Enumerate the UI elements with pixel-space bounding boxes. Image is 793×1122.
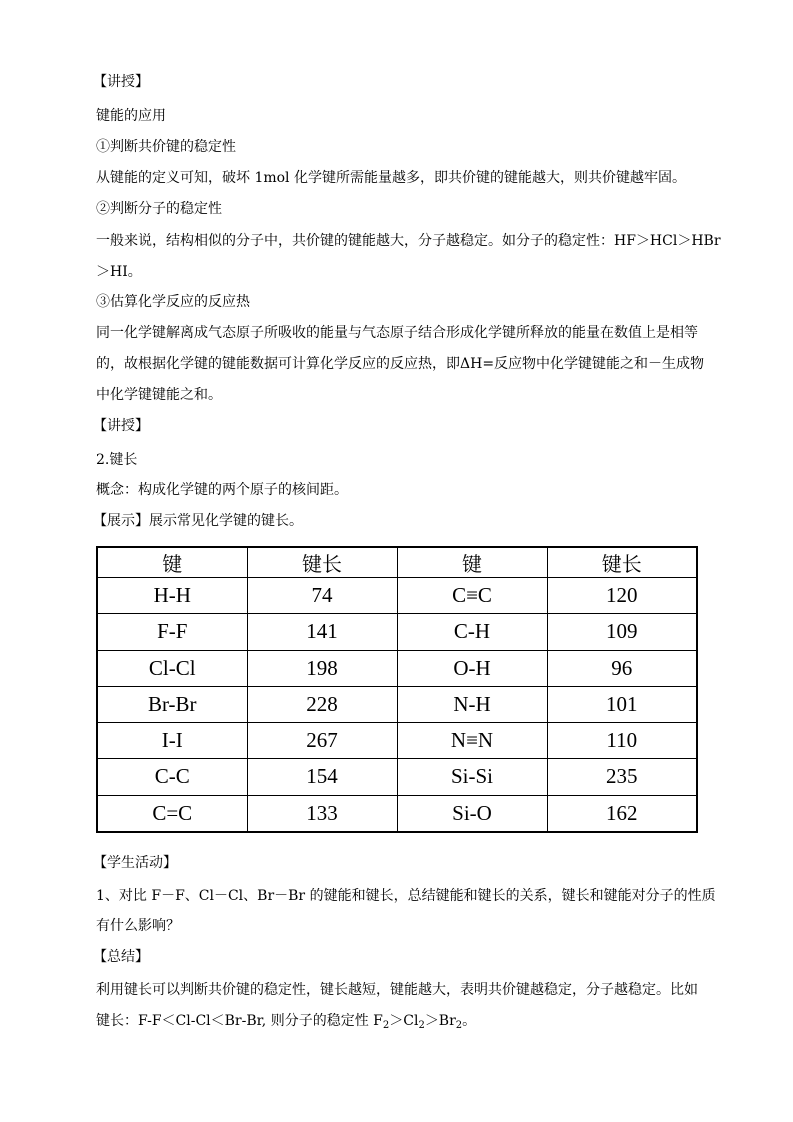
table-cell: 154 [247, 759, 397, 795]
table-cell: I-I [97, 723, 247, 759]
header-length-1: 键长 [247, 547, 397, 578]
table-cell: 74 [247, 578, 397, 614]
summary-text-c: ＞Br [424, 1013, 456, 1029]
subscript-f2: 2 [382, 1020, 390, 1031]
table-row [97, 578, 697, 614]
table-cell: 267 [247, 723, 397, 759]
table-row [97, 614, 697, 650]
header-bond-2: 键 [397, 547, 547, 578]
table-header-row [97, 547, 697, 578]
bond-length-table [96, 546, 698, 833]
table-cell: C≡C [397, 578, 547, 614]
table-cell: 228 [247, 686, 397, 722]
table-cell: N≡N [397, 723, 547, 759]
table-row [97, 759, 697, 795]
section-heading-lecture-2: 【讲授】 [93, 418, 149, 434]
table-cell: 141 [247, 614, 397, 650]
section-heading-student-activity: 【学生活动】 [93, 855, 177, 871]
table-cell: C=C [97, 795, 247, 832]
summary-line1: 利用键长可以判断共价键的稳定性，键长越短，键能越大，表明共价键越稳定，分子越稳定。比如 [96, 982, 698, 998]
table-cell: 120 [547, 578, 697, 614]
header-length-2: 键长 [547, 547, 697, 578]
table-cell: 198 [247, 650, 397, 686]
item3-text-line1: 同一化学键解离成气态原子所吸收的能量与气态原子结合形成化学键所释放的能量在数值上是相等 [96, 325, 698, 341]
summary-text-b: ＞Cl [389, 1013, 419, 1029]
activity-question-line2: 有什么影响？ [96, 918, 180, 934]
summary-text-d: 。 [462, 1013, 477, 1029]
table-cell: 109 [547, 614, 697, 650]
table-cell: Br-Br [97, 686, 247, 722]
table-cell: H-H [97, 578, 247, 614]
section-title-bond-energy-application: 键能的应用 [96, 108, 166, 124]
table-cell: N-H [397, 686, 547, 722]
summary-line2 [96, 1011, 703, 1031]
table-cell: Si-Si [397, 759, 547, 795]
table-cell: F-F [97, 614, 247, 650]
subscript-br2: 2 [455, 1020, 463, 1031]
item1-title: ①判断共价键的稳定性 [96, 139, 236, 155]
table-cell: 162 [547, 795, 697, 832]
item3-text-line2: 的，故根据化学键的键能数据可计算化学反应的反应热，即ΔH=反应物中化学键键能之和－生成物 [96, 356, 705, 372]
table-cell: 110 [547, 723, 697, 759]
item2-title: ②判断分子的稳定性 [96, 201, 222, 217]
item3-title: ③估算化学反应的反应热 [96, 294, 250, 310]
table-cell: 133 [247, 795, 397, 832]
section-title-bond-length: 2.键长 [96, 452, 138, 468]
table-cell: 235 [547, 759, 697, 795]
table-cell: C-H [397, 614, 547, 650]
table-cell: Si-O [397, 795, 547, 832]
show-heading: 【展示】展示常见化学键的键长。 [93, 513, 303, 529]
item1-text: 从键能的定义可知，破坏 1mol 化学键所需能量越多，即共价键的键能越大，则共价键越牢固。 [96, 170, 686, 186]
section-heading-lecture-1: 【讲授】 [93, 74, 149, 90]
item2-text-line1: 一般来说，结构相似的分子中，共价键的键能越大，分子越稳定。如分子的稳定性：HF＞HCl＞HBr [96, 233, 721, 249]
table-row [97, 723, 697, 759]
header-bond-1: 键 [97, 547, 247, 578]
table-cell: O-H [397, 650, 547, 686]
activity-question-line1: 1、对比 F－F、Cl－Cl、Br－Br 的键能和键长，总结键能和键长的关系，键长和键能对分子的性质 [96, 888, 716, 904]
table-cell: 101 [547, 686, 697, 722]
table-row [97, 686, 697, 722]
table-cell: Cl-Cl [97, 650, 247, 686]
section-heading-summary: 【总结】 [93, 949, 149, 965]
table-row [97, 795, 697, 832]
table-row [97, 650, 697, 686]
summary-text-a: 键长：F-F＜Cl-Cl＜Br-Br, 则分子的稳定性 F [96, 1013, 383, 1029]
subscript-cl2: 2 [418, 1020, 425, 1031]
table-cell: 96 [547, 650, 697, 686]
bond-length-concept: 概念：构成化学键的两个原子的核间距。 [96, 482, 348, 498]
item2-text-line2: ＞HI。 [96, 264, 142, 280]
table-cell: C-C [97, 759, 247, 795]
item3-text-line3: 中化学键键能之和。 [96, 387, 222, 403]
